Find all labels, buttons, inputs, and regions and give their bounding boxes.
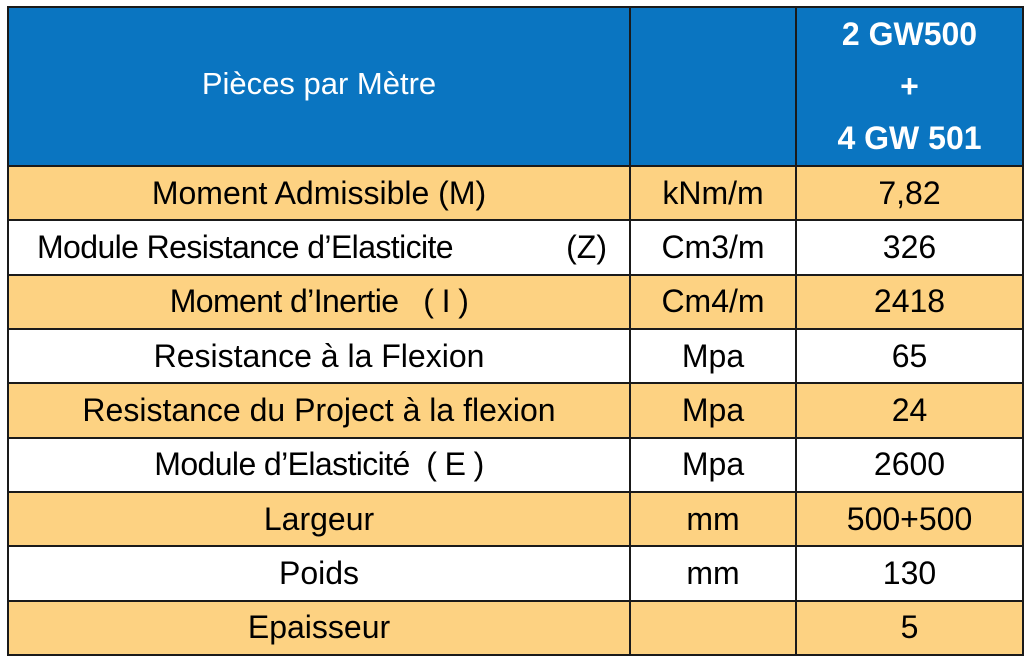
unit-cell: Mpa [630,329,796,383]
value-cell: 500+500 [796,492,1023,546]
unit-cell: mm [630,546,796,600]
table-row [8,438,1023,492]
header-row [8,7,1023,166]
config-line-1: 2 GW500 [841,16,978,53]
value-cell: 2418 [796,275,1023,329]
property-cell: Moment d’Inertie ( I ) [8,275,630,329]
value-cell: 7,82 [796,166,1023,220]
unit-cell: kNm/m [630,166,796,220]
table-row [8,329,1023,383]
property-cell: Resistance du Project à la flexion [8,383,630,437]
unit-cell: Mpa [630,383,796,437]
value-cell: 2600 [796,438,1023,492]
unit-cell: Cm3/m [630,220,796,274]
property-text: Module Resistance d’Elasticite [37,228,453,265]
config-line-2: + [900,68,919,105]
property-cell: Module d’Elasticité ( E ) [8,438,630,492]
value-cell: 326 [796,220,1023,274]
property-cell: Resistance à la Flexion [8,329,630,383]
table-row [8,220,1023,274]
header-label-cell: Pièces par Mètre [8,7,630,166]
value-cell: 5 [796,601,1023,655]
unit-cell: mm [630,492,796,546]
specifications-table [7,6,1024,656]
value-cell: 24 [796,383,1023,437]
table-row [8,601,1023,655]
table-row [8,492,1023,546]
unit-cell [630,601,796,655]
unit-cell: Cm4/m [630,275,796,329]
property-cell: Moment Admissible (M) [8,166,630,220]
property-cell: Largeur [8,492,630,546]
header-unit-cell [630,7,796,166]
property-cell: Poids [8,546,630,600]
config-line-3: 4 GW 501 [837,120,982,157]
unit-cell: Mpa [630,438,796,492]
value-cell: 130 [796,546,1023,600]
property-cell: Epaisseur [8,601,630,655]
header-config-cell [796,7,1023,166]
value-cell: 65 [796,329,1023,383]
table-row [8,546,1023,600]
table-row [8,383,1023,437]
property-symbol: (Z) [566,228,607,265]
table-row [8,275,1023,329]
table-row [8,166,1023,220]
property-cell [8,220,630,274]
